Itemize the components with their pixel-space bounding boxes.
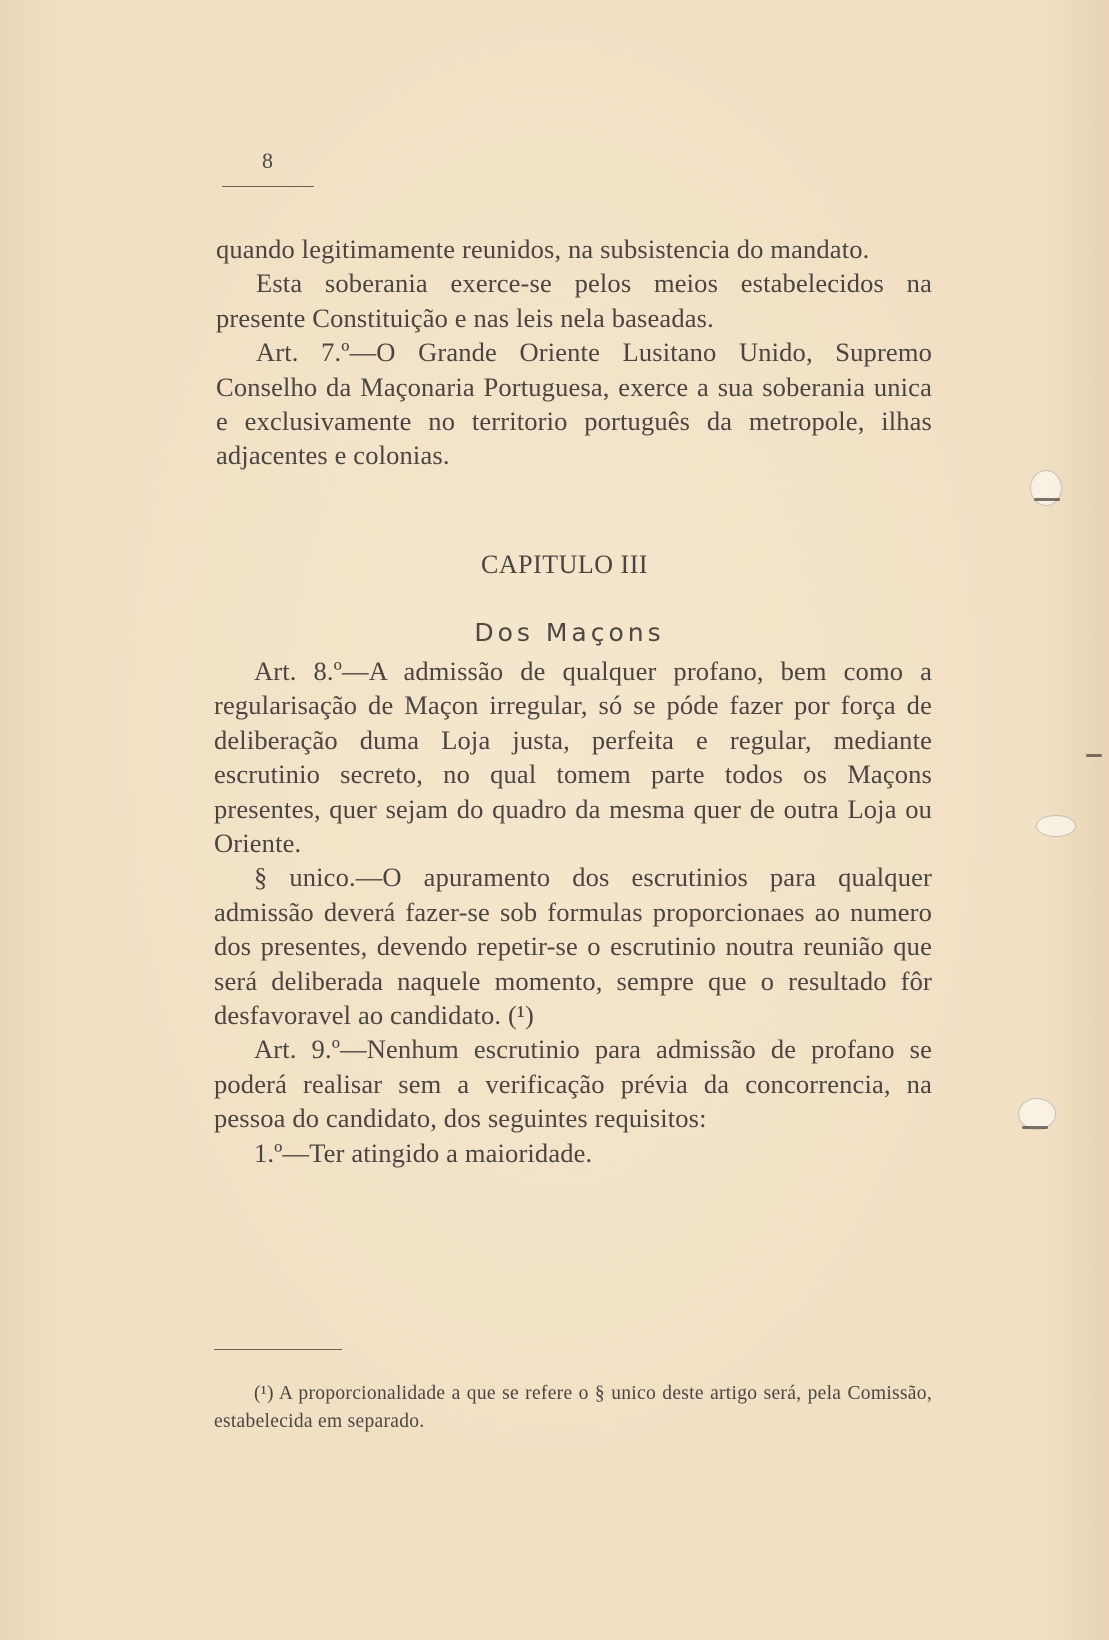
chapter-subtitle: Dos Maçons [474,618,665,647]
paragraph: 1.º—Ter atingido a maioridade. [254,1137,593,1168]
paragraph: § unico.—O apuramento dos escrutinios para qualquer admissão deverá fazer-se sob formulas proporcionaes ao numero dos presentes, devendo repetir-se o escrutinio noutra reunião que será deliberada naquele momento, sempre que o resultado fôr desfavoravel ao candidato. (¹) [214,862,932,1031]
paragraph: quando legitimamente reunidos, na subsistencia do mandato. [216,234,870,264]
footnote-text: (¹) A proporcionalidade a que se refere o § unico deste artigo será, pela Comissão, estabelecida em separado. [214,1383,932,1432]
edge-mark [1022,1126,1048,1129]
text-block-top [216,232,932,473]
binding-hole [1036,815,1076,837]
footnote [214,1380,932,1436]
edge-mark [1034,498,1060,501]
paragraph: Art. 9.º—Nenhum escrutinio para admissão de profano se poderá realisar sem a verificação prévia da concorrencia, na pessoa do candidato, dos seguintes requisitos: [214,1034,932,1134]
paragraph: Art. 8.º—A admissão de qualquer profano, bem como a regularisação de Maçon irregular, só se póde fazer por força de deliberação duma Loja justa, perfeita e regular, mediante escrutinio secreto, no qual tomem parte todos os Maçons presentes, quer sejam do quadro da mesma quer de outra Loja ou Oriente. [214,656,932,859]
edge-mark [1086,754,1102,757]
paragraph: Art. 7.º—O Grande Oriente Lusitano Unido, Supremo Conselho da Maçonaria Portuguesa, exerce a sua soberania unica e exclusivamente no territorio português da metropole, ilhas adjacentes e colonias. [216,337,932,471]
chapter-title: CAPITULO III [480,550,649,579]
text-block-bottom [214,654,932,1170]
footnote-rule [214,1349,342,1350]
paragraph: Esta soberania exerce-se pelos meios estabelecidos na presente Constituição e nas leis nela baseadas. [216,268,932,333]
page-number: 8 [262,148,273,173]
header-rule [222,186,314,187]
